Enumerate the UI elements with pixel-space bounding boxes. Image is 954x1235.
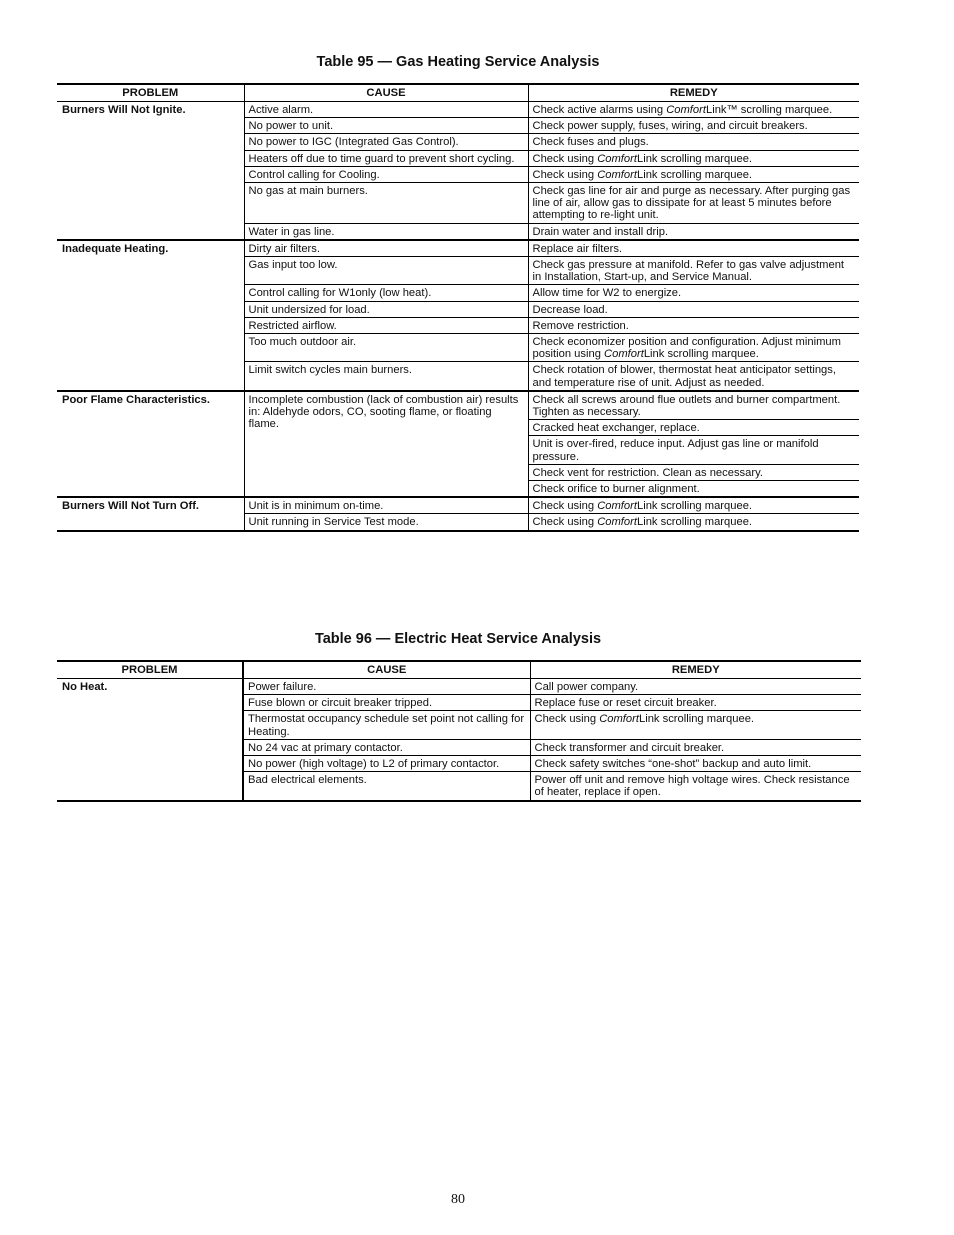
remedy-cell: Check using ComfortLink scrolling marquee. <box>528 514 859 531</box>
remedy-cell: Decrease load. <box>528 301 859 317</box>
problem-cell: Poor Flame Characteristics. <box>57 391 244 497</box>
cause-header: CAUSE <box>243 661 530 679</box>
cause-cell: Water in gas line. <box>244 223 528 240</box>
remedy-cell: Check economizer position and configuration. Adjust minimum position using ComfortLink scrolling marquee. <box>528 334 859 362</box>
cause-cell: No power to IGC (Integrated Gas Control). <box>244 134 528 150</box>
cause-cell: Fuse blown or circuit breaker tripped. <box>243 695 530 711</box>
cause-cell: No 24 vac at primary contactor. <box>243 739 530 755</box>
remedy-cell: Check fuses and plugs. <box>528 134 859 150</box>
table-row <box>57 679 861 695</box>
remedy-cell: Drain water and install drip. <box>528 223 859 240</box>
remedy-cell: Check gas line for air and purge as necessary. After purging gas line of air, allow gas to dissipate for at least 5 minutes before attempting to re-light unit. <box>528 183 859 224</box>
cause-cell: Thermostat occupancy schedule set point not calling for Heating. <box>243 711 530 739</box>
remedy-cell: Check vent for restriction. Clean as necessary. <box>528 464 859 480</box>
remedy-cell: Replace air filters. <box>528 240 859 257</box>
page-number: 80 <box>451 1192 465 1207</box>
cause-cell: Dirty air filters. <box>244 240 528 257</box>
remedy-cell: Check using ComfortLink scrolling marquee. <box>528 497 859 514</box>
remedy-cell: Remove restriction. <box>528 317 859 333</box>
table-row <box>57 102 859 118</box>
remedy-cell: Check using ComfortLink scrolling marquee. <box>528 166 859 182</box>
cause-cell: Incomplete combustion (lack of combustion air) results in: Aldehyde odors, CO, sooting flame, or floating flame. <box>244 391 528 497</box>
cause-cell: Bad electrical elements. <box>243 772 530 801</box>
table-row <box>57 240 859 257</box>
remedy-cell: Check active alarms using ComfortLink™ scrolling marquee. <box>528 102 859 118</box>
cause-cell: Gas input too low. <box>244 257 528 285</box>
table-95-title: Table 95 — Gas Heating Service Analysis <box>316 54 600 70</box>
remedy-cell: Check orifice to burner alignment. <box>528 481 859 498</box>
remedy-cell: Call power company. <box>530 679 861 695</box>
cause-header: CAUSE <box>244 84 528 102</box>
remedy-cell: Power off unit and remove high voltage wires. Check resistance of heater, replace if open. <box>530 772 861 801</box>
table-header-row <box>57 661 861 679</box>
cause-cell: No power (high voltage) to L2 of primary contactor. <box>243 756 530 772</box>
problem-cell: No Heat. <box>57 679 243 801</box>
remedy-cell: Check gas pressure at manifold. Refer to gas valve adjustment in Installation, Start-up, and Service Manual. <box>528 257 859 285</box>
problem-header: PROBLEM <box>57 661 243 679</box>
remedy-cell: Check using ComfortLink scrolling marquee. <box>528 150 859 166</box>
remedy-header: REMEDY <box>530 661 861 679</box>
electric-heat-service-analysis-table <box>57 660 861 802</box>
gas-heating-service-analysis-table <box>57 83 859 532</box>
table-row <box>57 391 859 420</box>
remedy-cell: Check safety switches “one-shot” backup and auto limit. <box>530 756 861 772</box>
cause-cell: Unit undersized for load. <box>244 301 528 317</box>
remedy-cell: Replace fuse or reset circuit breaker. <box>530 695 861 711</box>
cause-cell: Limit switch cycles main burners. <box>244 362 528 391</box>
cause-cell: Active alarm. <box>244 102 528 118</box>
problem-cell: Inadequate Heating. <box>57 240 244 391</box>
cause-cell: Control calling for Cooling. <box>244 166 528 182</box>
remedy-cell: Check all screws around flue outlets and burner compartment. Tighten as necessary. <box>528 391 859 420</box>
table-header-row <box>57 84 859 102</box>
problem-cell: Burners Will Not Turn Off. <box>57 497 244 530</box>
cause-cell: Unit running in Service Test mode. <box>244 514 528 531</box>
cause-cell: No power to unit. <box>244 118 528 134</box>
table-row <box>57 497 859 514</box>
problem-header: PROBLEM <box>57 84 244 102</box>
cause-cell: Too much outdoor air. <box>244 334 528 362</box>
remedy-cell: Allow time for W2 to energize. <box>528 285 859 301</box>
remedy-cell: Check transformer and circuit breaker. <box>530 739 861 755</box>
cause-cell: Unit is in minimum on-time. <box>244 497 528 514</box>
remedy-header: REMEDY <box>528 84 859 102</box>
remedy-cell: Check power supply, fuses, wiring, and circuit breakers. <box>528 118 859 134</box>
table-96-title: Table 96 — Electric Heat Service Analysis <box>314 631 602 647</box>
problem-cell: Burners Will Not Ignite. <box>57 102 244 240</box>
cause-cell: Power failure. <box>243 679 530 695</box>
cause-cell: Restricted airflow. <box>244 317 528 333</box>
remedy-cell: Unit is over-fired, reduce input. Adjust gas line or manifold pressure. <box>528 436 859 464</box>
cause-cell: Heaters off due to time guard to prevent short cycling. <box>244 150 528 166</box>
cause-cell: Control calling for W1only (low heat). <box>244 285 528 301</box>
remedy-cell: Check rotation of blower, thermostat heat anticipator settings, and temperature rise of unit. Adjust as needed. <box>528 362 859 391</box>
cause-cell: No gas at main burners. <box>244 183 528 224</box>
remedy-cell: Cracked heat exchanger, replace. <box>528 420 859 436</box>
remedy-cell: Check using ComfortLink scrolling marquee. <box>530 711 861 739</box>
